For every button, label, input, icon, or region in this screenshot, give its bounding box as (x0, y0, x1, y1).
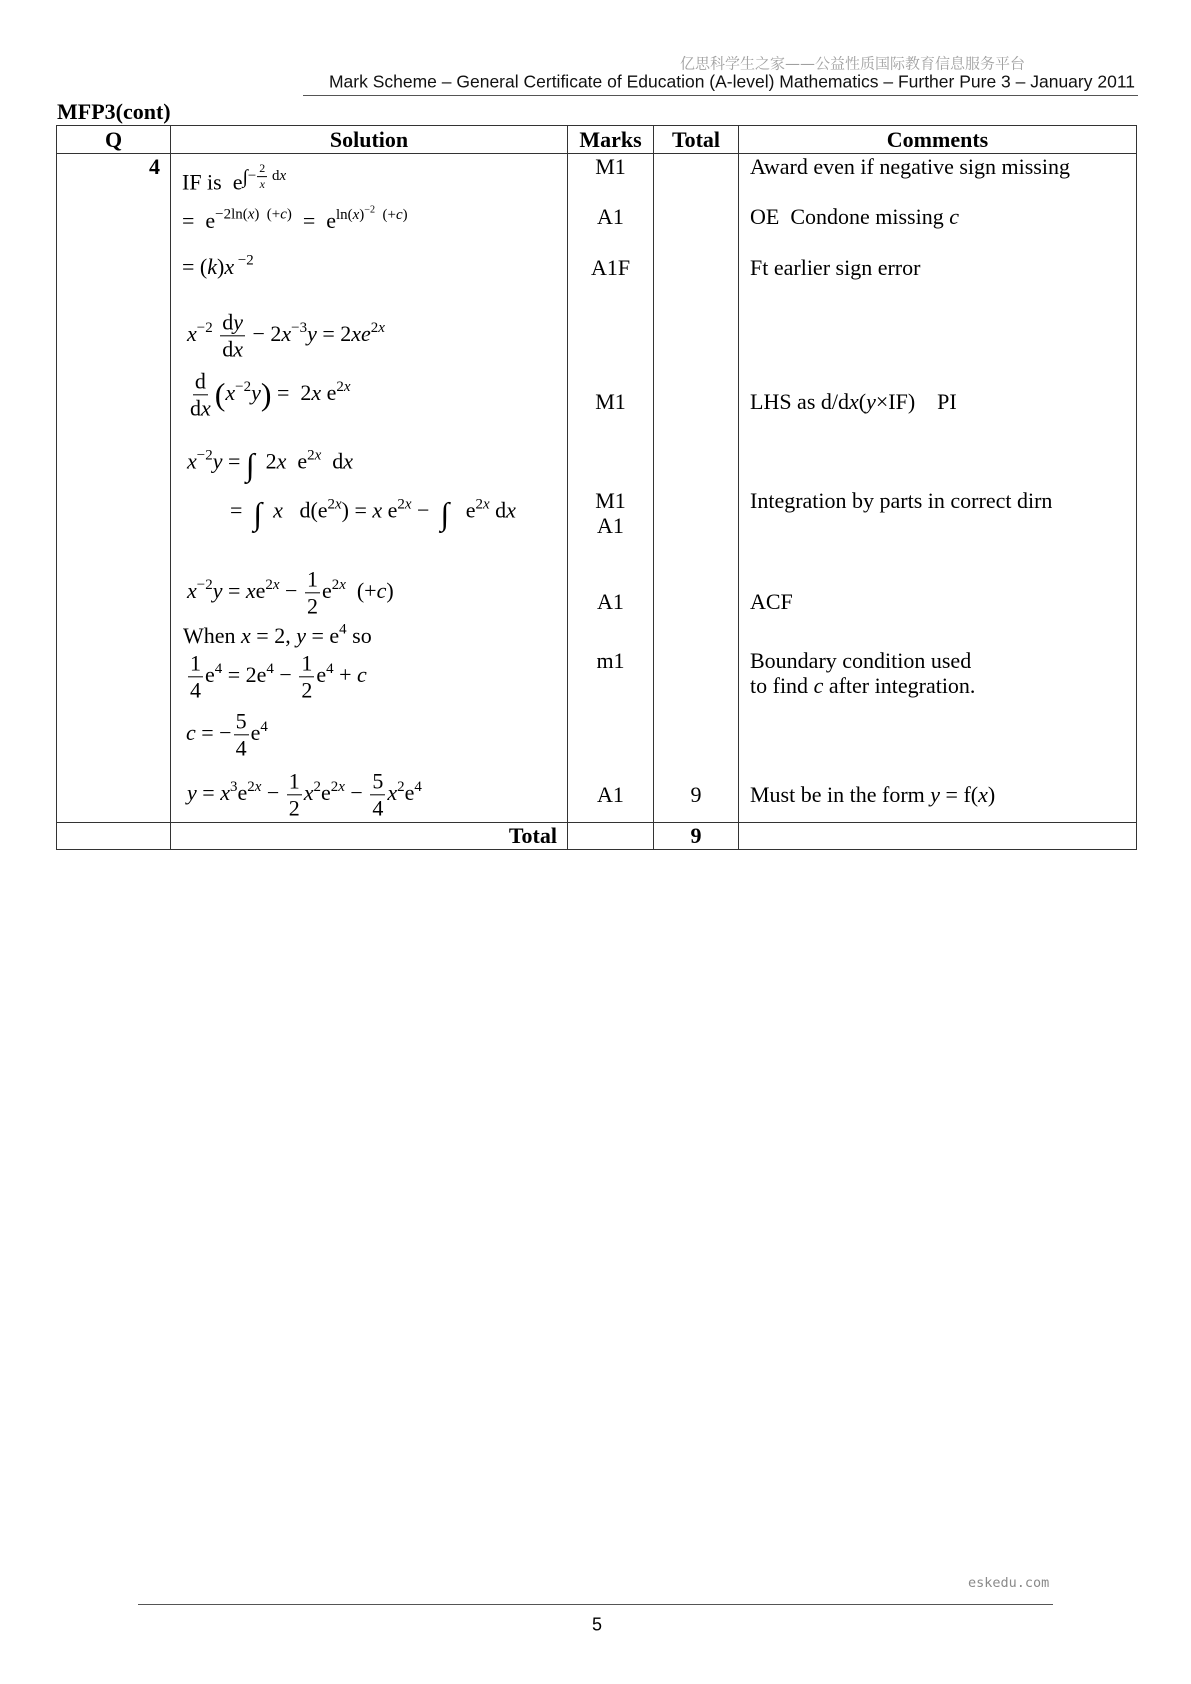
text-run: e (404, 780, 415, 806)
italic-symbol: x (245, 578, 256, 604)
text-run: −2 (196, 447, 213, 464)
text-run: 2 (397, 778, 405, 795)
question-total: 9 (690, 781, 702, 807)
text-run: = 2 (271, 380, 312, 406)
column-header-solution: Solution (171, 126, 568, 154)
mark-9: A1 (597, 781, 624, 807)
comment-5 (750, 488, 1052, 514)
italic-symbol: x (404, 496, 412, 513)
superscript (247, 779, 261, 795)
text-run: 2 (306, 593, 318, 619)
fraction-denominator (234, 736, 249, 761)
total-row-q-cell (57, 823, 171, 850)
text-run: ×IF) PI (875, 388, 957, 414)
text-run: 2 (336, 378, 344, 395)
text-run: 2 (254, 448, 277, 474)
superscript (336, 204, 408, 223)
text-run: = 2e (222, 662, 267, 688)
italic-symbol: x (311, 380, 322, 406)
text-run: 3 (229, 778, 238, 795)
text-run (213, 321, 219, 346)
page-number: 5 (591, 1614, 603, 1635)
italic-symbol: x (281, 321, 292, 347)
text-run: so (346, 622, 372, 648)
italic-symbol: x (338, 778, 345, 795)
text-run: 2 (313, 778, 321, 795)
footer-rule (138, 1604, 1053, 1605)
total-cell (654, 154, 739, 823)
solution-line-7 (230, 498, 516, 531)
fraction-numerator (188, 651, 203, 677)
italic-symbol: c (186, 720, 196, 746)
italic-symbol: y (307, 321, 317, 347)
superscript (215, 207, 292, 223)
footer-site-text: eskedu.com (968, 1575, 1050, 1591)
text-run: = e (182, 207, 216, 233)
comment-7 (750, 648, 971, 674)
text-run: ) (987, 781, 996, 807)
superscript (339, 622, 346, 638)
superscript (314, 779, 321, 795)
table-header-row (57, 126, 1137, 154)
text-run: e (232, 169, 243, 195)
superscript (260, 719, 267, 735)
superscript (328, 496, 342, 512)
superscript (331, 779, 345, 795)
italic-symbol: x (387, 780, 398, 806)
italic-symbol: x (343, 378, 351, 395)
text-run: 2 (307, 447, 315, 464)
text-run: 1 (301, 650, 313, 676)
text-run: 1 (190, 650, 201, 676)
fraction-denominator (299, 678, 314, 703)
text-run: = f( (940, 781, 979, 807)
text-run: ( (858, 388, 867, 414)
italic-symbol: x (314, 447, 322, 464)
italic-symbol: y (212, 578, 223, 604)
text-run: d (489, 497, 507, 523)
comment-2 (750, 204, 959, 230)
text-run: 2 (265, 576, 273, 593)
integral-sign: ∫ (245, 447, 255, 483)
integral-sign: ∫ (440, 496, 450, 532)
text-run: 2 (330, 778, 339, 795)
text-run: ) (286, 206, 292, 223)
fraction-numerator (193, 369, 208, 395)
solution-line-10 (186, 651, 367, 702)
text-run: = e (291, 207, 337, 233)
italic-symbol: c (395, 206, 403, 223)
italic-symbol: k (207, 253, 217, 279)
italic-symbol: y (233, 309, 243, 335)
italic-symbol: x (378, 319, 385, 336)
watermark-text: 亿思科学生之家——公益性质国际教育信息服务平台 (680, 54, 1026, 73)
text-run: e (321, 578, 332, 604)
fraction-numerator (287, 769, 302, 795)
text-run: 2 (327, 496, 336, 513)
superscript (414, 779, 421, 795)
fraction-denominator (220, 337, 245, 362)
question-number: 4 (149, 153, 160, 179)
italic-symbol: x (233, 336, 243, 362)
text-run (262, 498, 273, 523)
text-run: = (222, 578, 246, 604)
total-row-marks-cell (568, 823, 654, 850)
text-run: after integration. (823, 672, 976, 698)
superscript (326, 661, 333, 677)
italic-symbol: x (339, 576, 346, 593)
fraction (234, 709, 249, 760)
italic-symbol: x (247, 206, 255, 223)
text-run: LHS as d/d (750, 388, 849, 414)
fraction-denominator (188, 396, 213, 421)
total-row-comments-cell (739, 823, 1137, 850)
text-run: 2 (397, 496, 405, 513)
text-run: − (273, 662, 298, 688)
text-run: d (190, 395, 201, 421)
text-run: e (255, 578, 266, 604)
fraction-numerator (370, 769, 385, 795)
fraction (188, 369, 213, 420)
text-run: −2 (196, 319, 213, 336)
solution-cell (171, 154, 568, 823)
text-run: d (321, 448, 344, 474)
solution-line-8 (187, 567, 394, 618)
solution-line-1 (182, 162, 286, 196)
italic-symbol: x (303, 780, 314, 806)
text-run: − (344, 780, 369, 806)
text-run: ln( (336, 206, 353, 223)
italic-symbol: x (978, 781, 988, 807)
italic-symbol: x (482, 496, 490, 513)
text-run: 1 (288, 768, 300, 794)
fraction-denominator (287, 796, 302, 821)
text-run: ) (402, 206, 408, 223)
fraction (305, 567, 320, 618)
solution-line-9 (183, 623, 372, 649)
superscript (197, 577, 213, 593)
text-run: OE Condone missing (750, 203, 950, 229)
italic-symbol: xe (351, 321, 371, 347)
fraction (299, 651, 314, 702)
fraction-numerator (257, 162, 267, 177)
text-run: −2 (364, 204, 376, 216)
text-run: 2 (370, 319, 379, 336)
italic-symbol: y (187, 780, 197, 806)
superscript (234, 253, 254, 269)
italic-symbol: x (506, 497, 516, 523)
text-run: e (449, 497, 476, 523)
section-title: MFP3(cont) (57, 99, 171, 124)
text-run: 2 (301, 677, 313, 703)
mark-8: m1 (596, 647, 625, 673)
text-run: ) (386, 578, 394, 604)
italic-symbol: c (813, 672, 824, 698)
solution-line-6 (187, 449, 353, 482)
marks-cell (568, 154, 654, 823)
text-run: d (268, 168, 280, 185)
solution-line-3 (182, 254, 254, 280)
superscript (332, 577, 346, 593)
column-header-marks: Marks (568, 126, 654, 154)
fraction-denominator (188, 678, 203, 703)
comments-cell (739, 154, 1137, 823)
superscript (371, 320, 385, 336)
text-run: −2 (235, 378, 252, 395)
superscript (397, 496, 411, 512)
solution-line-4 (187, 310, 385, 361)
italic-symbol: x (335, 496, 342, 513)
text-run: Boundary condition used (750, 647, 972, 673)
fraction-numerator (234, 709, 249, 735)
integral-sign: ∫ (242, 167, 248, 189)
solution-line-11 (186, 709, 268, 760)
italic-symbol: y (212, 448, 223, 474)
italic-symbol: x (241, 622, 251, 648)
text-run: = 2 (316, 321, 352, 347)
italic-symbol: x (224, 253, 235, 279)
superscript (475, 496, 489, 512)
superscript (291, 320, 307, 336)
italic-symbol: c (357, 662, 367, 688)
solution-line-5 (186, 369, 351, 420)
comment-1 (750, 154, 1070, 180)
text-run: 1 (306, 566, 318, 592)
text-run: 4 (214, 660, 223, 677)
text-run: Must be in the form (750, 781, 931, 807)
text-run: When (183, 622, 242, 648)
mark-7: A1 (597, 588, 624, 614)
text-run: − (411, 497, 441, 523)
large-parenthesis: ) (260, 377, 272, 413)
text-run: ) (+ (254, 206, 281, 223)
text-run: − (247, 168, 257, 185)
total-row-label: Total (171, 823, 568, 850)
total-row-value: 9 (654, 823, 739, 850)
italic-symbol: x (187, 578, 197, 604)
superscript (197, 447, 213, 463)
text-run: 2 (288, 795, 300, 821)
fraction (287, 769, 302, 820)
italic-symbol: c (949, 203, 959, 229)
italic-symbol: x (201, 395, 211, 421)
text-run: 4 (414, 778, 422, 795)
italic-symbol: x (372, 497, 383, 523)
superscript (197, 320, 213, 336)
text-run: e (321, 380, 337, 406)
mark-6: A1 (597, 512, 624, 538)
total-row (57, 823, 1137, 850)
running-header: Mark Scheme – General Certificate of Education (A-level) Mathematics – Further Pure 3 – January 2011 (328, 71, 1135, 92)
mark-4: M1 (595, 388, 626, 414)
question-row (57, 154, 1137, 823)
solution-line-2 (182, 204, 408, 234)
italic-symbol: x (273, 497, 283, 523)
text-run: = − (195, 720, 232, 746)
comment-3 (750, 255, 920, 281)
text-run: 4 (260, 718, 268, 735)
text-run: − 2 (246, 321, 282, 347)
text-run: ) (359, 206, 365, 223)
text-run: Award even if negative sign missing (750, 153, 1070, 179)
text-run: −2ln( (215, 206, 248, 223)
italic-symbol: x (279, 168, 287, 185)
solution-line-12 (187, 769, 422, 820)
text-run: = (196, 780, 221, 806)
text-run: −2 (234, 252, 254, 269)
text-run: 4 (326, 660, 334, 677)
comment-6 (750, 589, 793, 615)
italic-symbol: x (254, 778, 262, 795)
text-run: 2 (259, 161, 266, 176)
text-run: e (205, 662, 215, 688)
text-run: 2 (475, 496, 483, 513)
text-run: e (321, 780, 331, 806)
text-run: 4 (372, 795, 384, 821)
mark-scheme-table (56, 125, 1137, 850)
text-run: = 2, (250, 622, 297, 648)
text-run: 2 (247, 778, 255, 795)
text-run: (+ (375, 206, 396, 223)
text-run: = (230, 497, 254, 523)
text-run: 4 (339, 621, 347, 638)
superscript (307, 447, 321, 463)
mark-3: A1F (590, 254, 631, 280)
fraction-denominator (305, 594, 320, 619)
italic-symbol: x (225, 380, 236, 406)
text-run: d (194, 368, 206, 394)
italic-symbol: y (251, 380, 261, 406)
text-run: 5 (372, 768, 384, 794)
italic-symbol: c (280, 206, 287, 223)
text-run: e (382, 497, 398, 523)
text-run: e (237, 780, 248, 806)
question-cell (57, 154, 171, 823)
fraction (370, 769, 385, 820)
superscript (265, 577, 279, 593)
italic-symbol: x (849, 388, 859, 414)
superscript (242, 161, 287, 192)
italic-symbol: x (187, 321, 197, 347)
text-run: = (222, 448, 246, 474)
text-run: 4 (235, 735, 247, 761)
header-rule (303, 95, 1138, 96)
text-run: Ft earlier sign error (750, 254, 921, 280)
italic-symbol: c (376, 578, 387, 604)
text-run: d (222, 336, 234, 362)
mark-5: M1 (595, 487, 626, 513)
text-run: = e (305, 622, 340, 648)
fraction-denominator (370, 796, 385, 821)
italic-symbol: y (296, 622, 306, 648)
italic-symbol: y (930, 781, 941, 807)
column-header-total: Total (654, 126, 739, 154)
text-run: −3 (291, 319, 308, 336)
text-run: e (316, 662, 327, 688)
text-run: −2 (196, 576, 213, 593)
superscript (397, 779, 404, 795)
italic-symbol: x (272, 576, 280, 593)
text-run: 2 (331, 576, 340, 593)
text-run: d (222, 309, 234, 335)
comment-9 (750, 782, 995, 808)
large-parenthesis: ( (214, 377, 226, 413)
text-run: = ( (182, 253, 208, 279)
fraction (257, 162, 267, 191)
fraction-numerator (299, 651, 314, 677)
text-run: 4 (190, 677, 201, 703)
italic-symbol: x (187, 448, 197, 474)
text-run: ACF (750, 588, 793, 614)
text-run: 4 (266, 660, 274, 677)
text-run: e (250, 720, 261, 746)
text-run: ) (217, 253, 225, 279)
text-run: e (286, 448, 308, 474)
fraction (220, 310, 245, 361)
comment-4 (750, 389, 957, 415)
text-run: 5 (235, 708, 247, 734)
fraction-numerator (220, 310, 245, 336)
fraction-numerator (305, 567, 320, 593)
text-run: d(e (282, 497, 328, 523)
text-run: − (261, 780, 285, 806)
superscript (266, 661, 273, 677)
fraction-denominator (258, 177, 267, 191)
integral-sign: ∫ (253, 496, 263, 532)
italic-symbol: x (259, 177, 265, 192)
text-run: Integration by parts in correct dirn (750, 487, 1053, 513)
italic-symbol: x (220, 780, 230, 806)
mark-1: M1 (595, 153, 626, 179)
fraction (188, 651, 203, 702)
italic-symbol: x (276, 448, 287, 474)
italic-symbol: y (866, 388, 876, 414)
italic-symbol: x (343, 448, 354, 474)
text-run: ) = (341, 497, 373, 523)
superscript (364, 204, 375, 215)
superscript (235, 379, 251, 395)
text-run: IF is (182, 169, 233, 195)
column-header-comments: Comments (739, 126, 1137, 154)
italic-symbol: x (352, 206, 360, 223)
superscript (336, 379, 350, 395)
text-run: + (333, 662, 357, 688)
mark-2: A1 (597, 203, 624, 229)
comment-8 (750, 673, 975, 699)
text-run: − (279, 578, 303, 604)
column-header-q: Q (57, 126, 171, 154)
text-run: to find (750, 672, 814, 698)
text-run: (+ (345, 578, 377, 604)
